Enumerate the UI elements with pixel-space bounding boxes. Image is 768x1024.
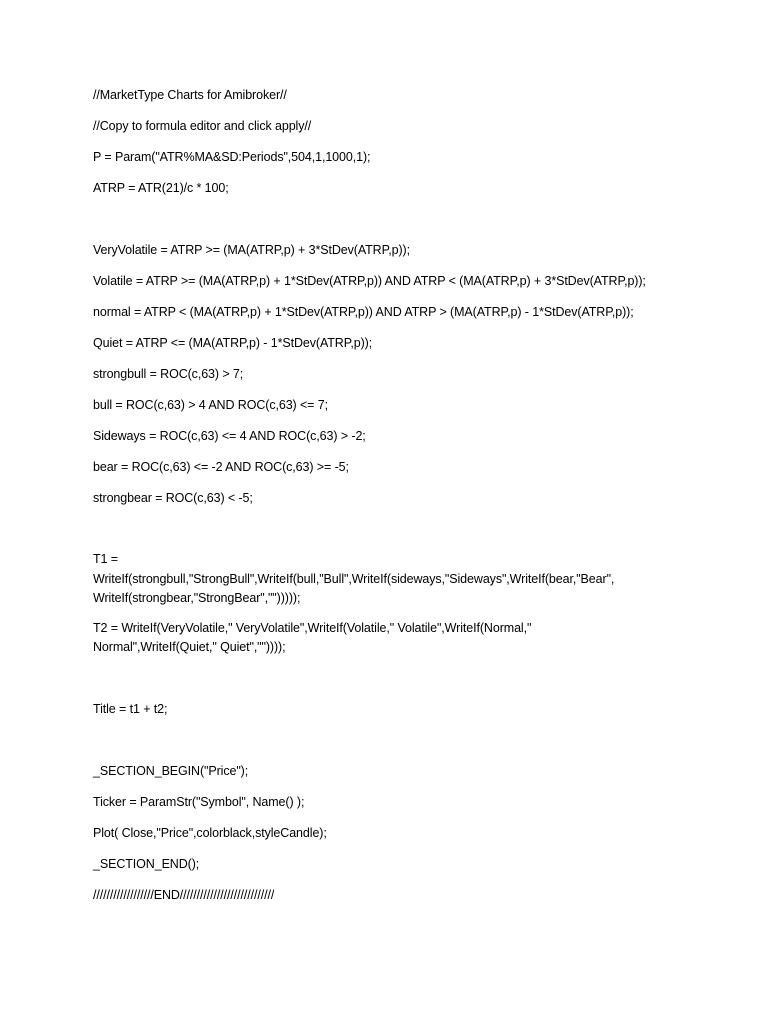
code-line-ticker: Ticker = ParamStr("Symbol", Name() ); — [93, 795, 305, 809]
code-line-volatile: Volatile = ATRP >= (MA(ATRP,p) + 1*StDev(ATRP,p)) AND ATRP < (MA(ATRP,p) + 3*StDev(ATRP,p)); — [93, 274, 646, 288]
code-line-t1-writeif-end: WriteIf(strongbear,"StrongBear",""))))); — [93, 591, 301, 605]
code-line-strongbear: strongbear = ROC(c,63) < -5; — [93, 491, 253, 505]
code-line-title: Title = t1 + t2; — [93, 702, 168, 716]
code-line-sideways: Sideways = ROC(c,63) <= 4 AND ROC(c,63) > -2; — [93, 429, 366, 443]
code-line-t2-writeif-end: Normal",WriteIf(Quiet," Quiet","")))); — [93, 640, 286, 654]
code-line-veryvolatile: VeryVolatile = ATRP >= (MA(ATRP,p) + 3*StDev(ATRP,p)); — [93, 243, 410, 257]
code-line-atrp: ATRP = ATR(21)/c * 100; — [93, 181, 229, 195]
code-line-section-begin: _SECTION_BEGIN("Price"); — [93, 764, 249, 778]
code-line-bear: bear = ROC(c,63) <= -2 AND ROC(c,63) >= -5; — [93, 460, 349, 474]
code-line-normal: normal = ATRP < (MA(ATRP,p) + 1*StDev(ATRP,p)) AND ATRP > (MA(ATRP,p) - 1*StDev(ATRP,p)); — [93, 305, 634, 319]
code-line-t1-label: T1 = — [93, 552, 118, 566]
code-line-strongbull: strongbull = ROC(c,63) > 7; — [93, 367, 244, 381]
code-line-t2-writeif: T2 = WriteIf(VeryVolatile," VeryVolatile",WriteIf(Volatile," Volatile",WriteIf(Normal," — [93, 621, 532, 635]
code-line-quiet: Quiet = ATRP <= (MA(ATRP,p) - 1*StDev(ATRP,p)); — [93, 336, 373, 350]
code-line-section-end: _SECTION_END(); — [93, 857, 200, 871]
code-line-end-marker: //////////////////END//////////////////////////// — [93, 888, 275, 902]
code-line-plot: Plot( Close,"Price",colorblack,styleCandle); — [93, 826, 327, 840]
code-line-comment-copy: //Copy to formula editor and click apply// — [93, 119, 312, 133]
code-line-t1-writeif: WriteIf(strongbull,"StrongBull",WriteIf(bull,"Bull",WriteIf(sideways,"Sideways",WriteIf(bear,"Bear", — [93, 572, 615, 586]
code-line-param: P = Param("ATR%MA&SD:Periods",504,1,1000,1); — [93, 150, 371, 164]
code-line-comment-title: //MarketType Charts for Amibroker// — [93, 88, 287, 102]
code-line-bull: bull = ROC(c,63) > 4 AND ROC(c,63) <= 7; — [93, 398, 328, 412]
